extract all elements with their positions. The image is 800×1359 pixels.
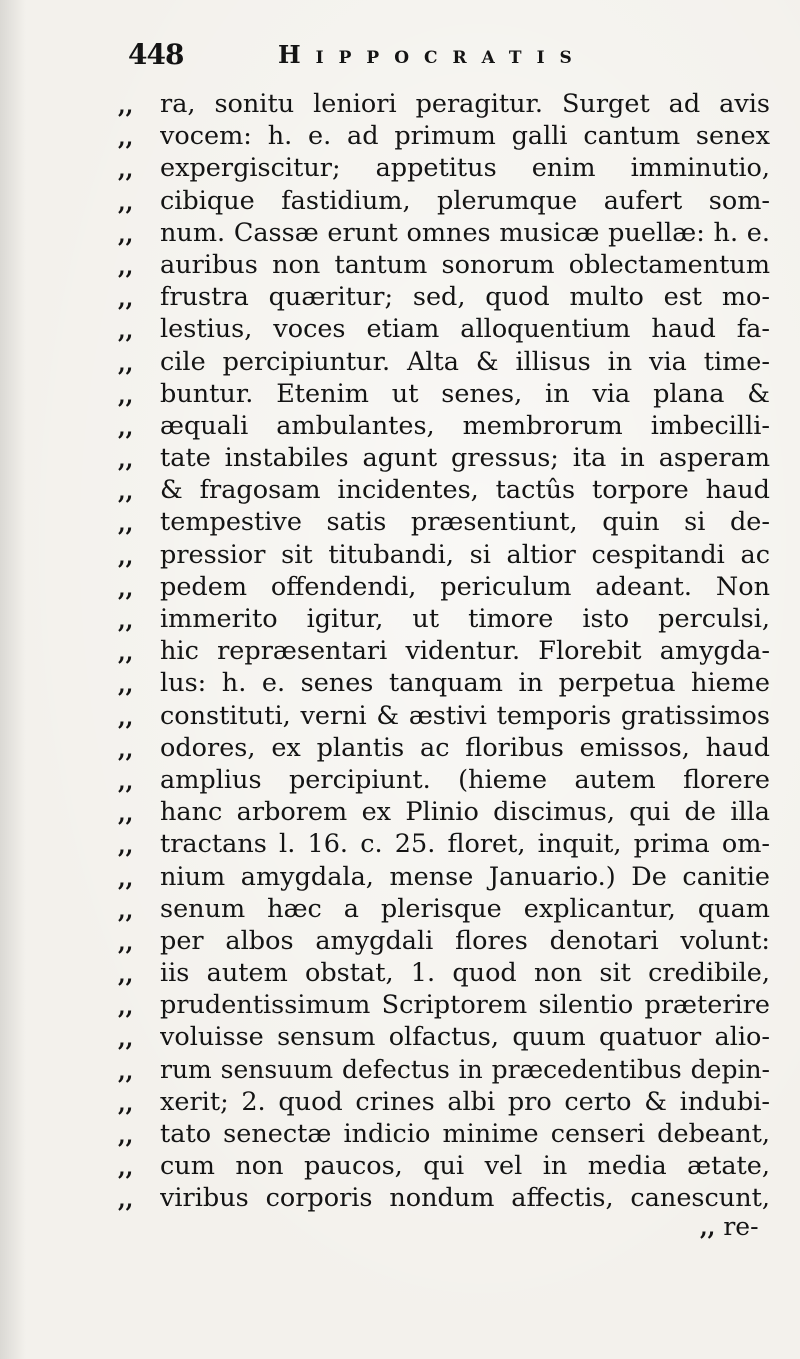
line-text: num. Cassæ erunt omnes musicæ puellæ: h. e. — [160, 217, 770, 248]
quote-mark: ,, — [118, 157, 134, 184]
text-line — [118, 796, 770, 828]
catchword-text: re- — [723, 1212, 759, 1241]
text-line — [118, 185, 770, 217]
quote-mark: ,, — [118, 704, 134, 731]
page-header — [128, 38, 768, 78]
text-line — [118, 925, 770, 957]
quote-mark: ,, — [118, 414, 134, 441]
line-text: xerit; 2. quod crines albi pro certo & indubi- — [160, 1086, 770, 1117]
line-text: voluisse sensum olfactus, quum quatuor alio- — [160, 1022, 770, 1053]
line-text: senum hæc a plerisque explicantur, quam — [160, 893, 770, 924]
quote-mark: ,, — [118, 575, 134, 602]
text-line — [118, 410, 770, 442]
text-line — [118, 700, 770, 732]
text-line — [118, 1150, 770, 1182]
quote-mark: ,, — [118, 1155, 134, 1182]
line-text: hic repræsentari videntur. Florebit amygda- — [160, 636, 770, 667]
text-line — [118, 957, 770, 989]
line-text: per albos amygdali flores denotari volunt: — [160, 925, 770, 956]
quote-mark: ,, — [118, 801, 134, 828]
page-number: 448 — [128, 38, 184, 71]
text-line — [118, 1118, 770, 1150]
line-text: nium amygdala, mense Januario.) De canitie — [160, 861, 770, 892]
line-text: tate instabiles agunt gressus; ita in asperam — [160, 443, 770, 474]
quote-mark: ,, — [118, 672, 134, 699]
text-line — [118, 88, 770, 120]
text-line — [118, 893, 770, 925]
text-line — [118, 667, 770, 699]
text-line — [118, 635, 770, 667]
quote-mark: ,, — [118, 447, 134, 474]
quote-mark: ,, — [118, 479, 134, 506]
quote-mark: ,, — [118, 640, 134, 667]
line-text: iis autem obstat, 1. quod non sit credibile, — [160, 958, 770, 989]
text-line — [118, 764, 770, 796]
line-text: rum sensuum defectus in præcedentibus depin- — [160, 1054, 770, 1084]
quote-mark: ,, — [118, 1187, 134, 1214]
catchword — [700, 1212, 759, 1241]
text-line — [118, 1054, 770, 1086]
text-line — [118, 989, 770, 1021]
line-text: amplius percipiunt. (hieme autem florere — [160, 764, 770, 795]
text-line — [118, 1182, 770, 1214]
text-line — [118, 281, 770, 313]
line-text: tato senectæ indicio minime censeri debeant, — [160, 1119, 770, 1149]
line-text: auribus non tantum sonorum oblectamentum — [160, 249, 770, 280]
line-text: vocem: h. e. ad primum galli cantum senex — [160, 121, 770, 152]
line-text: prudentissimum Scriptorem silentio præterire — [160, 990, 770, 1021]
line-text: viribus corporis nondum affectis, canescunt, — [160, 1183, 770, 1214]
quote-mark: ,, — [118, 1090, 134, 1117]
text-line — [118, 474, 770, 506]
text-line — [118, 1021, 770, 1053]
quote-mark: ,, — [118, 865, 134, 892]
quote-mark: ,, — [118, 253, 134, 280]
running-title: Hippocratis — [278, 40, 587, 69]
text-line — [118, 217, 770, 249]
text-line — [118, 861, 770, 893]
quote-mark: ,, — [118, 897, 134, 924]
catchword-quote-mark: ,, — [700, 1215, 716, 1241]
text-line — [118, 442, 770, 474]
text-line — [118, 828, 770, 860]
quote-mark: ,, — [118, 833, 134, 860]
quote-mark: ,, — [118, 962, 134, 989]
quote-mark: ,, — [118, 125, 134, 152]
line-text: hanc arborem ex Plinio discimus, qui de illa — [160, 797, 770, 828]
quote-mark: ,, — [118, 608, 134, 634]
quote-mark: ,, — [118, 736, 134, 763]
text-line — [118, 313, 770, 345]
text-line — [118, 571, 770, 603]
quote-mark: ,, — [118, 1026, 134, 1053]
quote-mark: ,, — [118, 1058, 134, 1085]
body-text — [118, 88, 770, 1215]
line-text: frustra quæritur; sed, quod multo est mo- — [160, 282, 770, 313]
line-text: cile percipiuntur. Alta & illisus in via time- — [160, 346, 770, 377]
text-line — [118, 1086, 770, 1118]
quote-mark: ,, — [118, 543, 134, 570]
line-text: pedem offendendi, periculum adeant. Non — [160, 571, 770, 602]
quote-mark: ,, — [118, 286, 134, 313]
text-line — [118, 249, 770, 281]
line-text: tempestive satis præsentiunt, quin si de- — [160, 507, 770, 538]
line-text: lus: h. e. senes tanquam in perpetua hieme — [160, 668, 770, 699]
line-text: cum non paucos, qui vel in media ætate, — [160, 1151, 770, 1182]
line-text: cibique fastidium, plerumque aufert som- — [160, 185, 770, 216]
quote-mark: ,, — [118, 93, 134, 119]
line-text: immerito igitur, ut timore isto perculsi, — [160, 604, 770, 634]
quote-mark: ,, — [118, 382, 134, 409]
text-line — [118, 120, 770, 152]
line-text: expergiscitur; appetitus enim imminutio, — [160, 153, 770, 184]
line-text: tractans l. 16. c. 25. floret, inquit, prima om- — [160, 829, 770, 860]
text-line — [118, 539, 770, 571]
line-text: odores, ex plantis ac floribus emissos, haud — [160, 732, 770, 763]
line-text: buntur. Etenim ut senes, in via plana & — [160, 378, 770, 409]
text-line — [118, 506, 770, 538]
text-line — [118, 152, 770, 184]
quote-mark: ,, — [118, 189, 134, 216]
line-text: æquali ambulantes, membrorum imbecilli- — [160, 410, 770, 441]
quote-mark: ,, — [118, 221, 134, 248]
quote-mark: ,, — [118, 994, 134, 1021]
quote-mark: ,, — [118, 1123, 134, 1149]
quote-mark: ,, — [118, 318, 134, 345]
text-line — [118, 732, 770, 764]
line-text: & fragosam incidentes, tactûs torpore haud — [160, 475, 770, 506]
line-text: lestius, voces etiam alloquentium haud fa- — [160, 314, 770, 345]
text-line — [118, 346, 770, 378]
quote-mark: ,, — [118, 511, 134, 538]
line-text: ra, sonitu leniori peragitur. Surget ad avis — [160, 89, 770, 119]
text-line — [118, 378, 770, 410]
spine-shadow — [0, 0, 26, 1359]
quote-mark: ,, — [118, 768, 134, 795]
text-line — [118, 603, 770, 635]
line-text: pressior sit titubandi, si altior cespitandi ac — [160, 539, 770, 570]
quote-mark: ,, — [118, 350, 134, 377]
line-text: constituti, verni & æstivi temporis gratissimos — [160, 700, 770, 731]
quote-mark: ,, — [118, 929, 134, 956]
